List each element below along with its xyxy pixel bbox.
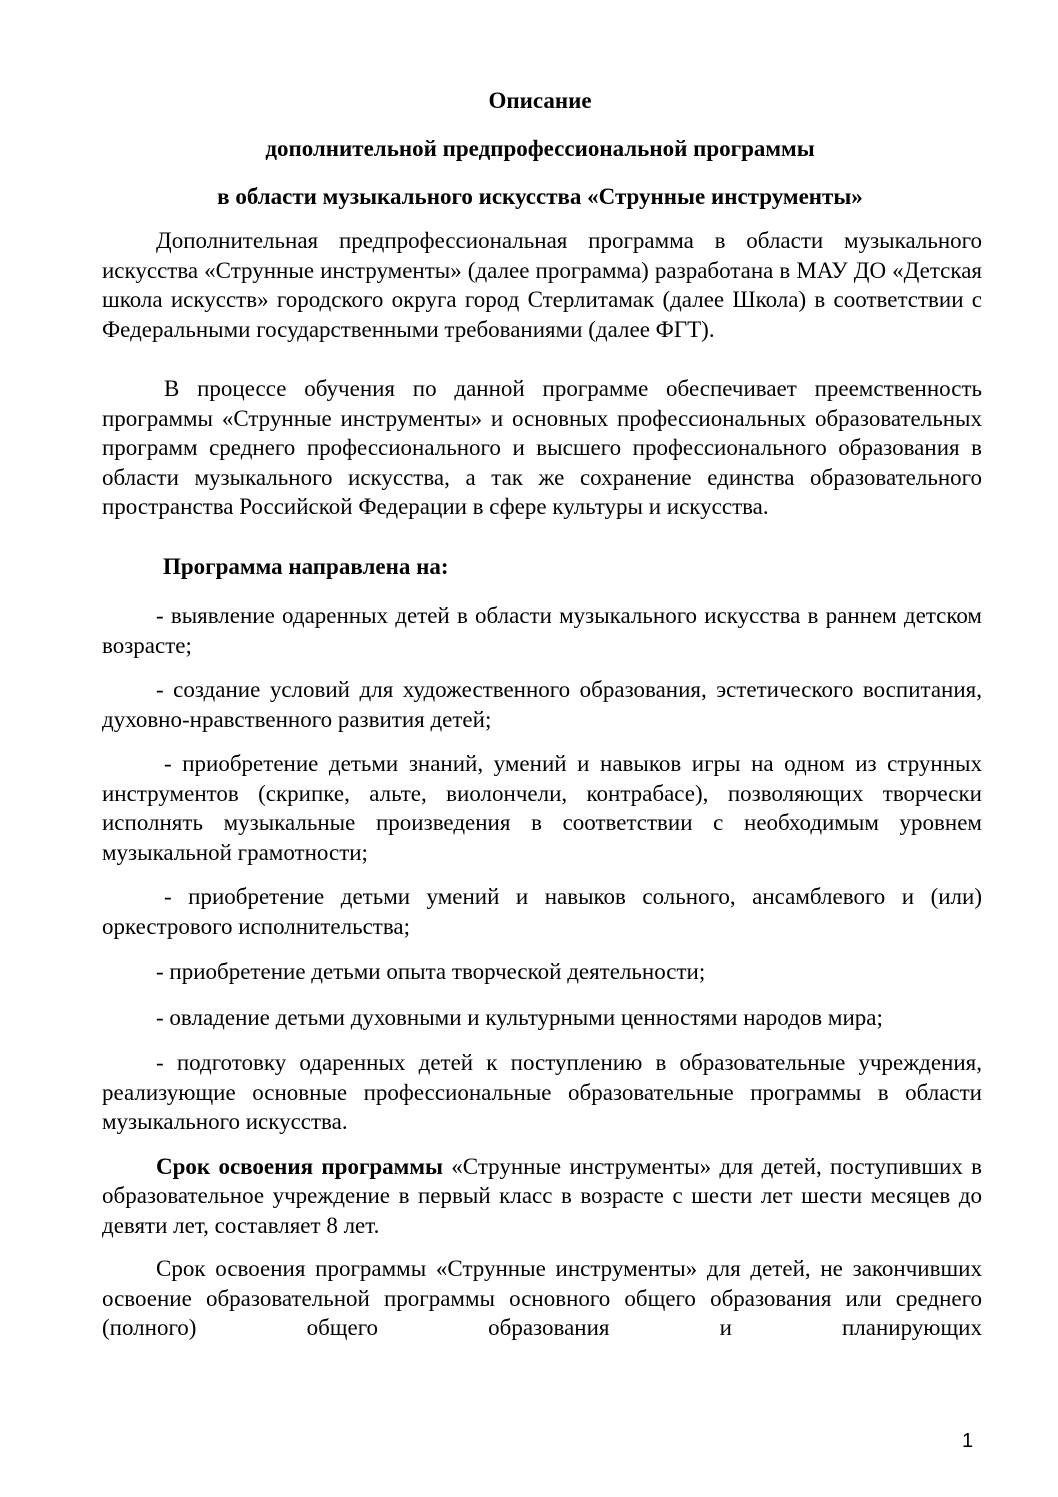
aims-heading: Программа направлена на: xyxy=(163,553,449,579)
aim-item-7: - подготовку одаренных детей к поступлению в образовательные учреждения, реализующие основные профессиональные образовательные программы в области музыкального искусства. xyxy=(102,1050,982,1134)
title-line-2: дополнительной предпрофессиональной программы xyxy=(265,136,815,161)
aim-item-6: - овладение детьми духовными и культурными ценностями народов мира; xyxy=(156,1004,883,1030)
title-line-3: в области музыкального искусства «Струнные инструменты» xyxy=(217,184,863,209)
aim-item-3: - приобретение детьми знаний, умений и навыков игры на одном из струнных инструментов (скрипке, альте, виолончели, контрабасе), позволяющих творчески исполнять музыкальные произведения в соответствии с необходимым уровнем музыкальной грамотности; xyxy=(102,751,982,865)
term-label: Срок освоения программы xyxy=(156,1153,443,1179)
title-line-1: Описание xyxy=(488,88,592,113)
aim-item-4: - приобретение детьми умений и навыков сольного, ансамблевого и (или) оркестрового исполнительства; xyxy=(102,884,982,939)
term-text: «Струнные инструменты» для детей, поступивших в образовательное учреждение в первый класс в возрасте с шести лет шести месяцев до девяти лет, составляет 8 лет. xyxy=(102,1153,983,1238)
page-number: 1 xyxy=(962,1430,974,1452)
aim-item-1: - выявление одаренных детей в области музыкального искусства в раннем детском возрасте; xyxy=(102,603,982,658)
document-title-block xyxy=(100,86,980,230)
aim-item-2: - создание условий для художественного образования, эстетического воспитания, духовно-нравственного развития детей; xyxy=(102,677,982,732)
document-body xyxy=(102,226,982,1343)
term2-paragraph: Срок освоения программы «Струнные инструменты» для детей, не закончивших освоение образовательной программы основного общего образования или среднего (полного) общего образования и планирующих xyxy=(102,1256,982,1340)
aim-item-5: - приобретение детьми опыта творческой деятельности; xyxy=(156,959,706,984)
intro-paragraph: Дополнительная предпрофессиональная программа в области музыкального искусства «Струнные инструменты» (далее программа) разработана в МАУ ДО «Детская школа искусств» городского округа город Стерлитамак (далее Школа) в соответствии с Федеральными государственными требованиями (далее ФГТ). xyxy=(102,228,982,342)
continuity-paragraph: В процессе обучения по данной программе обеспечивает преемственность программы «Струнные инструменты» и основных профессиональных образовательных программ среднего профессионального и высшего профессионального образования в области музыкального искусства, а так же сохранение единства образовательного пространства Российской Федерации в сфере культуры и искусства. xyxy=(102,376,982,519)
term-paragraph xyxy=(102,1152,982,1241)
